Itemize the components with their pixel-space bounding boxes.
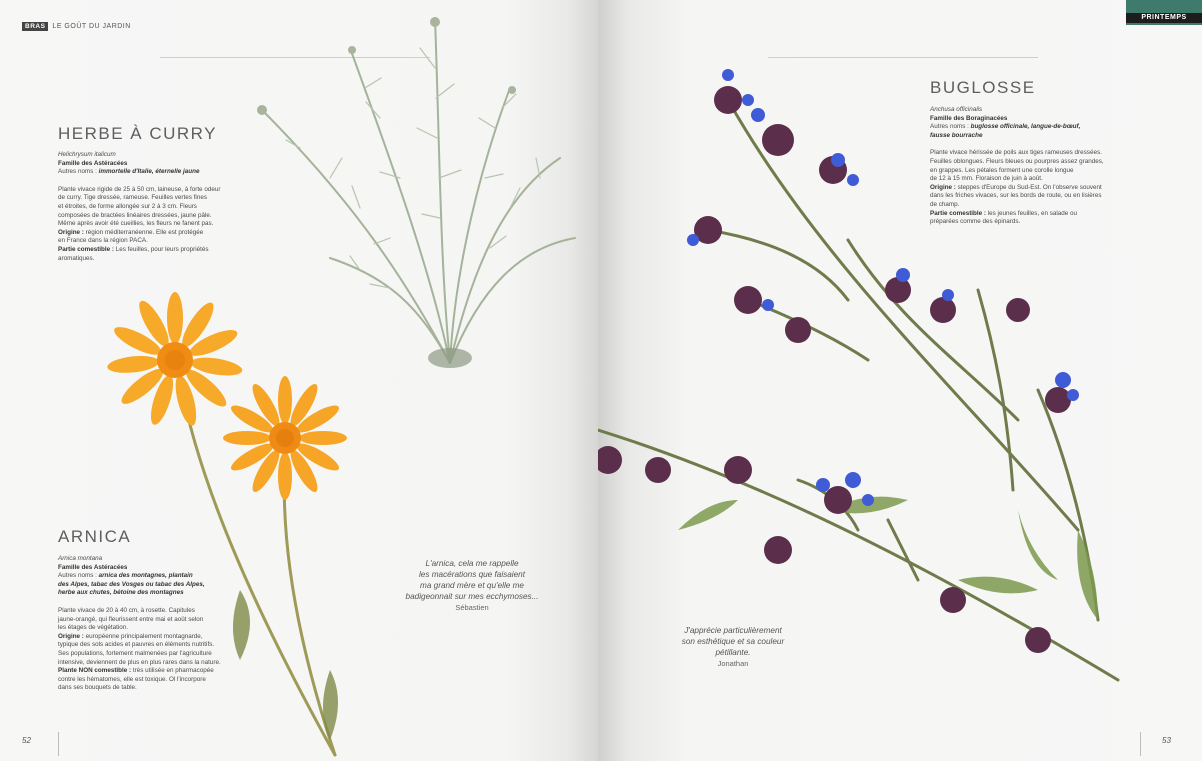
running-header	[22, 22, 131, 31]
quote-right-author: Jonathan	[717, 659, 749, 668]
arnica-other-label: Autres noms :	[58, 572, 99, 580]
quote-right-line-1: J'apprécie particulièrement	[684, 626, 782, 635]
right-page	[598, 0, 1202, 761]
arnica-desc-3: les étages de végétation.	[58, 624, 129, 632]
buglosse-other-1: buglosse officinale, langue-de-bœuf,	[970, 123, 1081, 131]
buglosse-desc-1: Plante vivace hérissée de poils aux tiges rameuses dressées.	[930, 149, 1102, 157]
buglosse-origin-label: Origine :	[930, 183, 958, 191]
buglosse-origin-1: steppes d'Europe du Sud-Est. On l'observe souvent	[957, 183, 1102, 191]
quote-left-line-1: L'arnica, cela me rappelle	[425, 559, 519, 568]
curry-origin-1: région méditerranéenne. Elle est protégée	[85, 228, 204, 236]
buglosse-desc-4: de 12 à 15 mm. Floraison de juin à août.	[930, 175, 1043, 183]
arnica-part-1: très utilisée en pharmacopée	[132, 667, 214, 675]
buglosse-part-2: préparées comme des épinards.	[930, 218, 1021, 226]
curry-part-2: aromatiques.	[58, 254, 95, 262]
arnica-latin: Arnica montana	[58, 555, 103, 562]
curry-part-label: Partie comestible :	[58, 245, 116, 253]
arnica-other-3: herbe aux chutes, bétoine des montagnes	[58, 589, 184, 597]
buglosse-text	[930, 106, 1180, 227]
top-rule-right	[768, 57, 1038, 58]
curry-desc-3: et étroites, de forme allongée sur 2 à 3 cm. Fleurs	[58, 202, 197, 210]
quote-left-line-4: badigeonnait sur mes ecchymoses...	[405, 592, 539, 601]
arnica-desc-1: Plante vivace de 20 à 40 cm, à rosette. Capitules	[58, 606, 195, 614]
arnica-origin-3: Ses populations, fortement malmenées par l'agriculture	[58, 649, 212, 657]
arnica-desc-2: jaune-orangé, qui fleurissent entre mai et août selon	[58, 615, 204, 623]
arnica-origin-2: typique des sols acides et pauvres en éléments nutritifs.	[58, 641, 215, 649]
quote-right-line-2: son esthétique et sa couleur	[681, 637, 785, 646]
quote-right	[648, 625, 818, 669]
arnica-part-3: dans ses bouquets de table.	[58, 684, 137, 692]
curry-other-names: immortelle d'Italie, éternelle jaune	[98, 168, 200, 176]
buglosse-other-2: fausse bourrache	[930, 131, 983, 139]
buglosse-desc-2: Feuilles oblongues. Fleurs bleues ou pourpres assez grandes,	[930, 157, 1104, 165]
arnica-origin-label: Origine :	[58, 632, 86, 640]
arnica-title: ARNICA	[58, 527, 132, 546]
arnica-other-1: arnica des montagnes, plantain	[98, 572, 193, 580]
curry-title: HERBE À CURRY	[58, 124, 217, 143]
arnica-text	[58, 555, 288, 693]
buglosse-origin-2: dans les friches vivaces, sur les bords de route, ou en lisières	[930, 192, 1102, 200]
curry-desc-5: Même après avoir été cueillies, les fleurs ne fanent pas.	[58, 220, 214, 228]
buglosse-part-1: les jeunes feuilles, en salade ou	[987, 209, 1078, 217]
quote-left	[372, 558, 572, 613]
arnica-family: Famille des Astéracées	[58, 563, 128, 571]
curry-family: Famille des Astéracées	[58, 159, 128, 167]
curry-part-1: Les feuilles, pour leurs propriétés	[115, 245, 209, 253]
quote-left-line-3: ma grand mère et qu'elle me	[420, 581, 524, 590]
footer-line-right	[1140, 732, 1141, 756]
season-label: PRINTEMPS	[1126, 13, 1202, 23]
buglosse-other-label: Autres noms :	[930, 123, 971, 131]
page-number-left: 52	[22, 736, 31, 745]
quote-left-line-2: les macérations que faisaient	[418, 570, 526, 579]
curry-desc-4: composées de bractées linéaires dressées, jaune pâle.	[58, 211, 212, 219]
buglosse-latin: Anchusa officinalis	[930, 106, 983, 113]
left-page	[0, 0, 598, 761]
curry-text	[58, 151, 278, 263]
curry-desc-1: Plante vivace rigide de 25 à 50 cm, laineuse, à forte odeur	[58, 185, 221, 193]
arnica-part-label: Plante NON comestible :	[58, 667, 133, 675]
season-tab	[1126, 0, 1202, 25]
buglosse-title: BUGLOSSE	[930, 78, 1036, 97]
arnica-part-2: contre les hématomes, elle est toxique. Ol l'incorpore	[58, 675, 206, 683]
quote-left-author: Sébastien	[455, 603, 489, 612]
arnica-origin-4: intensive, deviennent de plus en plus rares dans la nature.	[58, 658, 221, 666]
page-number-right: 53	[1162, 736, 1171, 745]
curry-other-label: Autres noms :	[58, 168, 99, 176]
curry-desc-2: de curry. Tige dressée, rameuse. Feuilles vertes fines	[58, 194, 207, 202]
buglosse-part-label: Partie comestible :	[930, 209, 988, 217]
arnica-other-2: des Alpes, tabac des Vosges ou tabac des Alpes,	[58, 580, 205, 588]
quote-right-line-3: pétillante.	[715, 648, 751, 657]
footer-line-left	[58, 732, 59, 756]
curry-origin-label: Origine :	[58, 228, 86, 236]
buglosse-family: Famille des Boraginacées	[930, 114, 1008, 122]
buglosse-origin-3: de champ.	[930, 200, 960, 208]
curry-origin-2: en France dans la région PACA.	[58, 237, 148, 245]
arnica-origin-1: européenne principalement montagnarde,	[85, 632, 203, 640]
header-title: LE GOÛT DU JARDIN	[52, 23, 131, 30]
header-tag: BRAS	[22, 22, 48, 31]
buglosse-desc-3: en grappes. Les pétales forment une corolle longue	[930, 166, 1074, 174]
curry-latin: Helichrysum italicum	[58, 151, 116, 158]
